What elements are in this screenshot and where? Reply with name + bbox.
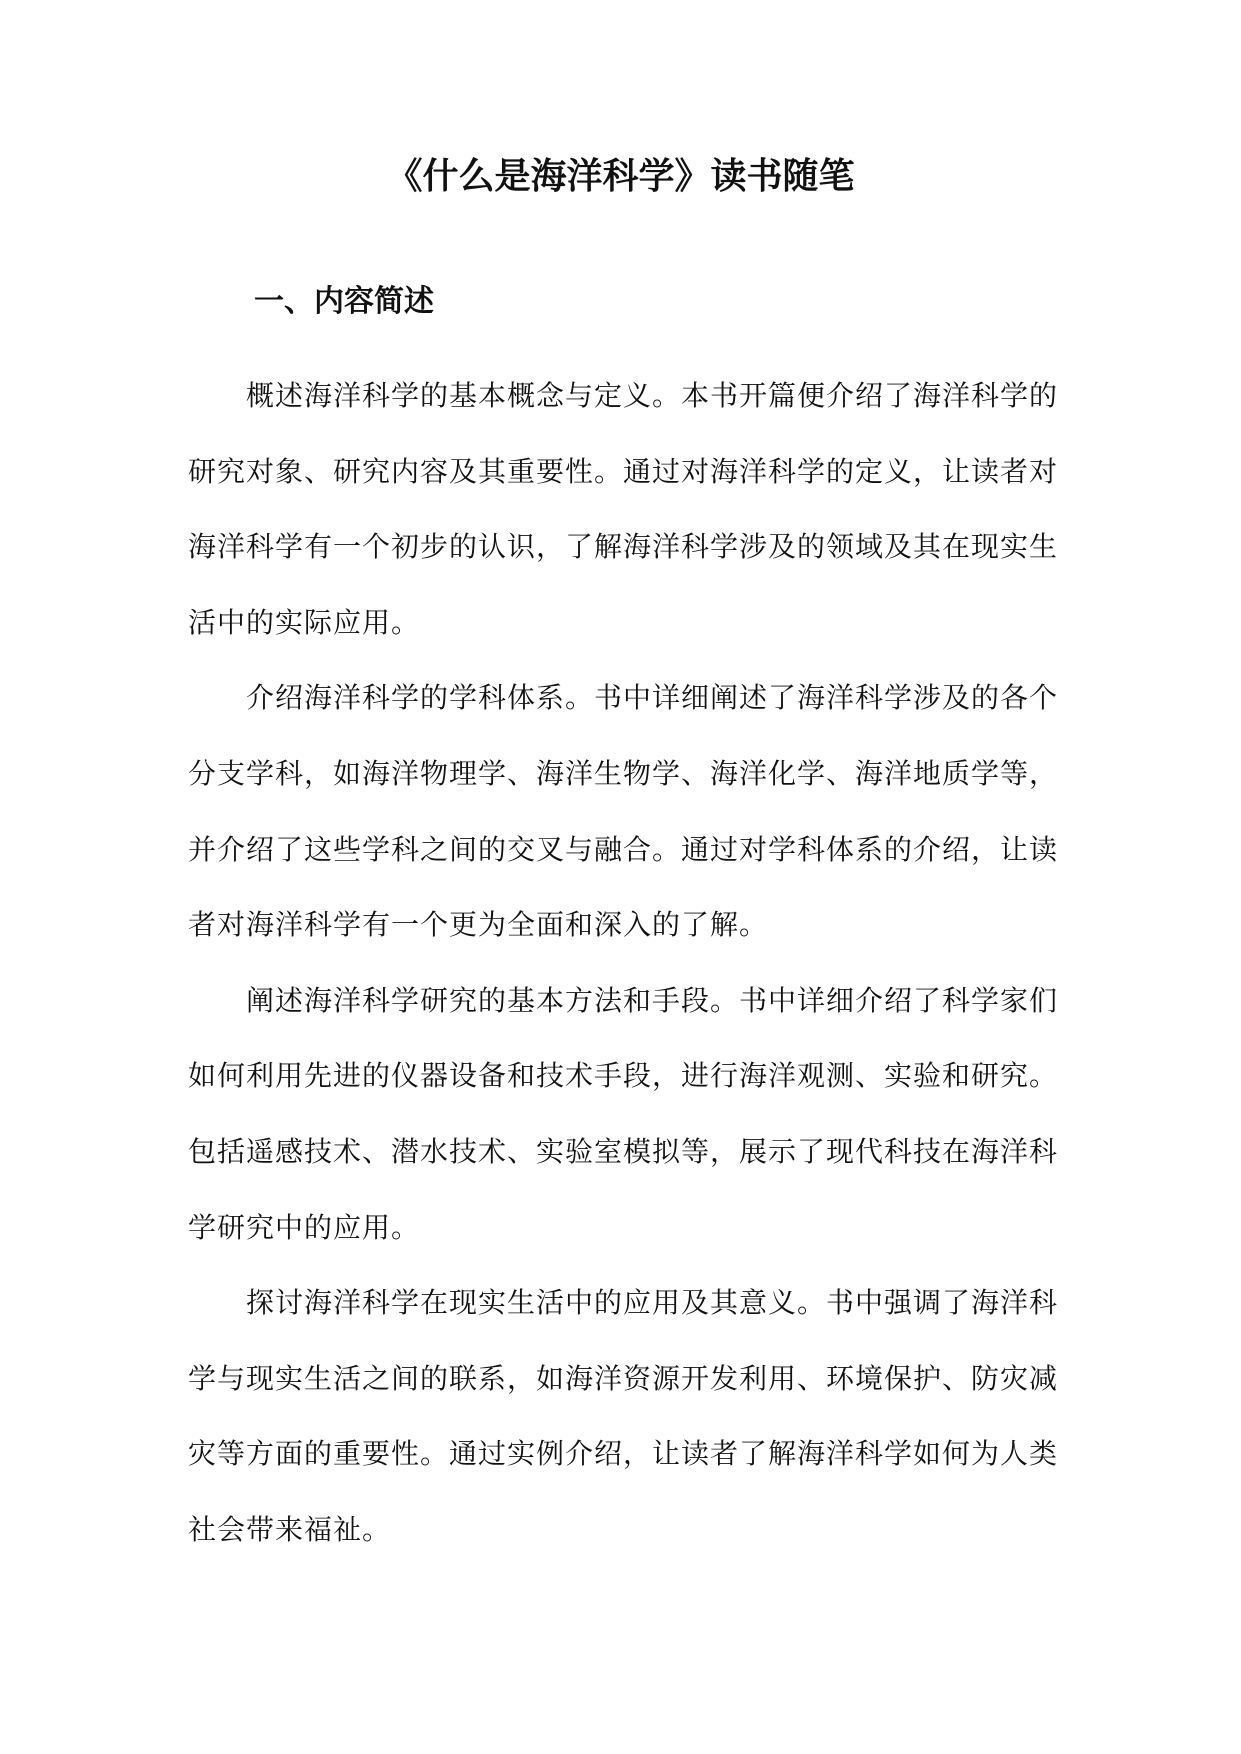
paragraph: 探讨海洋科学在现实生活中的应用及其意义。书中强调了海洋科学与现实生活之间的联系，如海洋资源开发利用、环境保护、防灾减灾等方面的重要性。通过实例介绍，让读者了解海洋科学如何为人类社会带来福祉。 bbox=[188, 1286, 1059, 1546]
section-heading: 一、内容简述 bbox=[254, 284, 434, 319]
paragraph: 介绍海洋科学的学科体系。书中详细阐述了海洋科学涉及的各个分支学科，如海洋物理学、海洋生物学、海洋化学、海洋地质学等，并介绍了这些学科之间的交叉与融合。通过对学科体系的介绍，让读者对海洋科学有一个更为全面和深入的了解。 bbox=[188, 681, 1059, 942]
document-title: 《什么是海洋科学》读书随笔 bbox=[386, 155, 855, 197]
paragraph: 阐述海洋科学研究的基本方法和手段。书中详细介绍了科学家们如何利用先进的仪器设备和技术手段，进行海洋观测、实验和研究。包括遥感技术、潜水技术、实验室模拟等，展示了现代科技在海洋科学研究中的应用。 bbox=[188, 983, 1059, 1244]
paragraph: 概述海洋科学的基本概念与定义。本书开篇便介绍了海洋科学的研究对象、研究内容及其重要性。通过对海洋科学的定义，让读者对海洋科学有一个初步的认识，了解海洋科学涉及的领域及其在现实生活中的实际应用。 bbox=[188, 379, 1059, 639]
body-text bbox=[188, 358, 1058, 1568]
